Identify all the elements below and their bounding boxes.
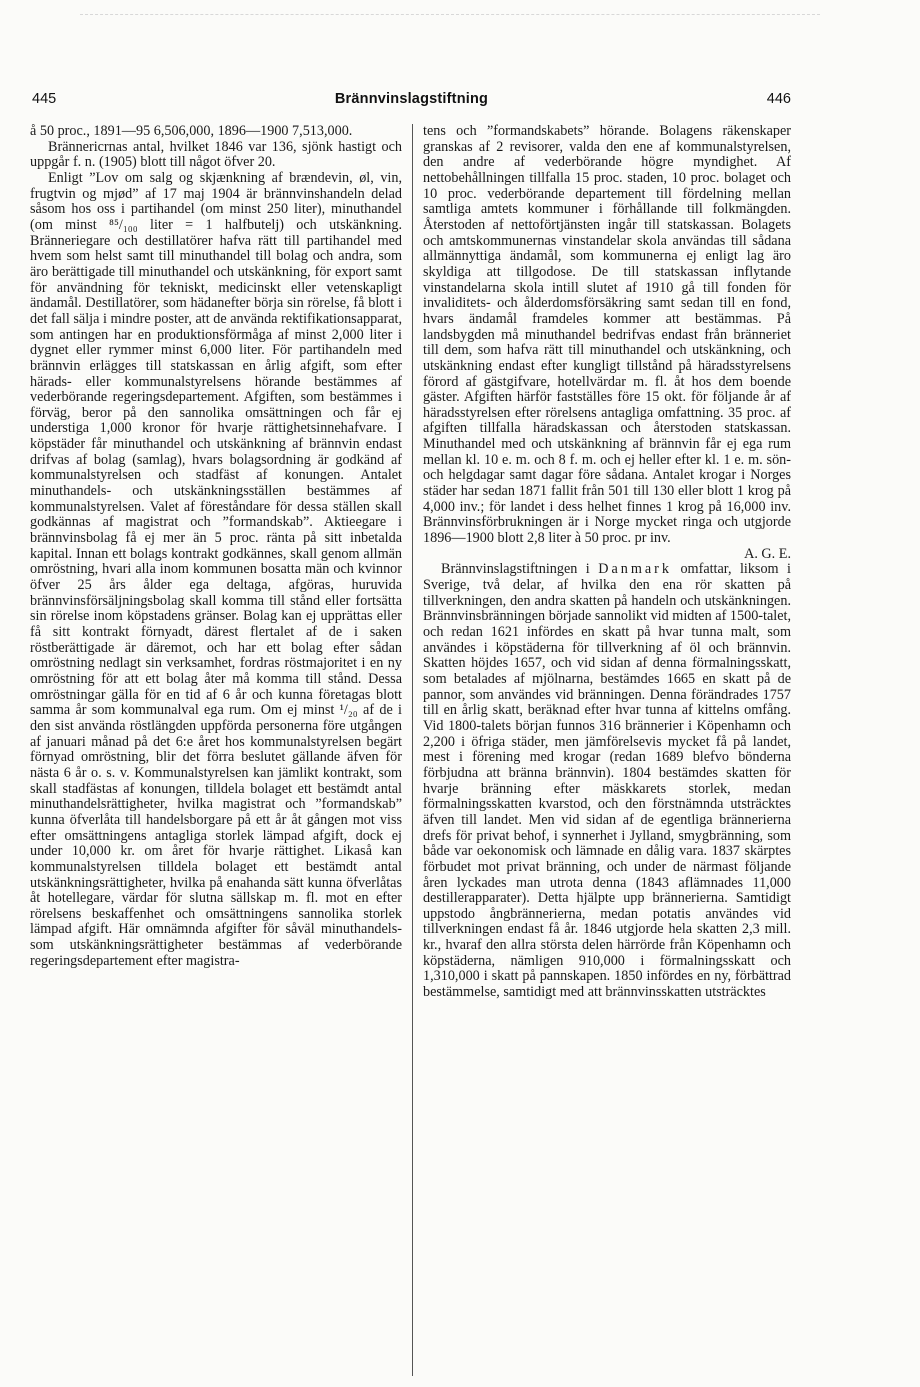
paragraph: å 50 proc., 1891—95 6,506,000, 1896—1900 7,513,000. (30, 124, 353, 139)
paragraph: Enligt ”Lov om salg og skjænkning af brændevin, øl, vin, frugtvin og mjød” af 17 maj 1904 är brännvinshandeln delad såsom hos oss i partihandel (om minst 250 liter), minuthandel (om minst ⁸⁵/₁₀₀ liter = 1 halfbutelj) och utskänkning. Bränneriegare och destillatörer hafva rätt till partihandel med hvem som helst samt till minuthandel till bolag och andra, som äro berättigade till minuthandel och utskänkning, för export samt för användning för tekniskt, medicinskt eller vetenskapligt ändamål. Destillatörer, som hädanefter börja sin rörelse, få blott i det fall sälja i mindre poster, att de använda rektifikationsapparat, som antingen har en produktionsförmåga af minst 2,000 liter i dygnet eller rymmer minst 6,000 liter. För partihandeln med brännvin erlägges till statskassan en årlig afgift, som efter härads- eller kommunalstyrelsens hörande bestämmes af vederbörande regeringsdepartement. Afgiften, som bestämmes i förväg, beror på den sannolika omsättningen och får ej understiga 1,000 kronor för hvarje rättighetsinnehafvare. I köpstäder får minuthandel och utskänkning af brännvin endast drifvas af bolag (samlag), hvars bolagsordning är godkänd af kommunalstyrelsen och stadfäst af konungen. Antalet minuthandels- och utskänkningsställen bestämmes af kommunalstyrelsen. Valet af föreståndare för dessa ställen skall godkännas af magistrat och ”formandskab”. Aktieegare i brännvinsbolag få ej mer än 5 proc. ränta på sitt inbetalda kapital. Innan ett bolags kontrakt godkännes, skall genom allmän omröstning, hvari alla inom kommunen bosatta män och kvinnor öfver 25 års ålder ega deltaga, afgöras, huruvida brännvinsförsäljningsbolag skall komma till stånd eller fortsätta sin rörelse inom köpstadens gränser. Bolag kan ej upprättas eller få sitt kontrakt förnyadt, därest flertalet af de i saken röstberättigade är däremot, och har ett bolag efter sådan omröstning nedlagt sin verksamhet, fordras röstmajoritet i en ny omröstning för att ett bolag åter må komma till stånd. Dessa omröstningar gälla för en tid af 6 år och kunna företagas blott samma år som kommunalval ega rum. Om ej minst ¹/₂₀ af de i den sist använda röstlängden uppförda personerna före utgången af januari månad på det 6:e året hos kommunalstyrelsen begärt förnyad omröstning, blir det förra beslutet gällande äfven för nästa 6 år o. s. v. Kommunalstyrelsen kan jämlikt kontrakt, som skall stadfästas af konungen, tilldela bolaget ett bestämdt antal minuthandelsrättigheter, hvilka magistrat och ”formandskab” kunna öfverlåta till handelsborgare på ett år åt gången mot viss efter omsättningens antagliga storlek lämpad afgift, dock ej under 10,000 kr. om året för hvarje rättighet. Likaså kan kommunalstyrelsen tilldela bolaget ett bestämdt antal utskänkningsrättigheter, hvilka på enahanda sätt kunna öfverlåtas åt hotellegare, värdar för slutna sällskap m. fl. mot en efter rörelsens beskaffenhet och omsättningens sannolika storlek lämpad afgift. Här omnämnda afgifter för såväl minuthandels- som utskänkningsrättigheter bestämmas af vederbörande regeringsdepartement efter magistra- (30, 169, 402, 969)
column-divider (412, 124, 413, 1376)
paragraph (423, 562, 791, 1000)
page-number-left: 445 (32, 91, 57, 107)
paragraph-rest: omfattar, liksom i Sverige, två delar, af hvilka den ena rör skatten på tillverkningen, den andra skatten på handeln och utskänkningen. Brännvinsbränningen började sannolikt vid midten af 1500-talet, och redan 1621 infördes en skatt på hvar tunna malt, som användes i köpstäderna för tillverkning af öl och brännvin. Skatten höjdes 1657, och vid sidan af denna förmalningsskatt, som betalades af mjölnarna, bestämdes 1665 en skatt på de pannor, som användes vid bränningen. Denna förändrades 1757 till en årlig skatt, beräknad efter hvar tunna af kittelns omfång. Vid 1800-talets början funnos 316 brännerier i Köpenhamn och 2,200 i öfriga städer, men jämförelsevis mycket få på landet, mest i förening med krogar (redan 1689 blefvo bönderna förbjudna att bränna brännvin). 1804 bestämdes skatten för hvarje bränning efter mäskkarets storlek, medan förmalningsskatten kvarstod, och den förstnämnda utsträcktes äfven till landet. Men vid sidan af de egentliga brännerierna drefs för privat behof, i synnerhet i Jylland, smygbränning, som både var oekonomisk och lämnade en dålig vara. 1837 skärptes förbudet mot privat bränning, och under de närmast följande åren lyckades man utrota denna (1843 aflämnades 11,000 destillerapparater). Detta hjälpte upp brännerierna. Samtidigt uppstodo ångbrännerierna, medan potatis användes vid tillverkningen endast få år. 1846 utgjorde hela skatten 2,3 mill. kr., hvaraf den allra största delen härrörde från Köpenhamn och köpstäderna, nämligen 910,000 i förmalningsskatt och 1,310,000 i skatt på pannskapen. 1850 infördes en ny, förbättrad bestämmelse, samtidigt med att brännvinsskatten utsträcktes (423, 561, 791, 1001)
paragraph: Brännericrnas antal, hvilket 1846 var 136, sjönk hastigt och uppgår f. n. (1905) blott till något öfver 20. (30, 138, 402, 171)
country-name: Danmark (598, 561, 672, 578)
paragraph: tens och ”formandskabets” hörande. Bolagens räkenskaper granskas af 2 revisorer, valda den ene af kommunalstyrelsen, den andre af vederbörande högre myndighet. Af nettobehållningen tillfalla 15 proc. staden, 10 proc. bolaget och 10 proc. vederbörande departement till fördelning mellan samtliga amtets kommuner i förhållande till folkmängden. Återstoden af nettoförtjänsten ingår till statskassan. Bolagets och amtskommunernas vinstandelar skola användas till sådana allmännyttiga ändamål, som kommunerna ej enligt lag äro skyldiga att tillgodose. De till statskassan inflytande vinstandelarna skola intill slutet af 1910 gå till fonden för invaliditets- och ålderdomsförsäkring samt sedan till en fond, hvars ändamål framdeles kommer att bestämmas. På landsbygden må minuthandel bedrifvas endast från bränneriet till dem, som hafva rätt till minuthandel och utskänkning, och utskänkning endast efter kungligt tillstånd på häradsstyrelsens förord af gästgifvare, hotellvärdar m. fl. åt hos dem boende gäster. Afgiften härför fastställes före 15 okt. för följande år af häradsstyrelsen efter rörelsens antagliga omfattning. 35 proc. af afgiften tillfalla häradskassan och återstoden statskassan. Minuthandel med och utskänkning af brännvin får ej ega rum mellan kl. 10 e. m. och 8 f. m. och ej heller efter kl. 1 e. m. sön- och helgdagar samt dagar före sådana. Antalet krogar i Norges städer har sedan 1871 fallit från 501 till 130 eller blott 1 krog på 4,000 inv.; för landet i dess helhet finnes 1 krog på 16,000 inv. Brännvinsförbrukningen är i Norge mycket ringa och utgjorde 1896—1900 blott 2,8 liter à 50 proc. pr inv. (423, 124, 791, 547)
scan-artifact-line (80, 14, 820, 16)
left-column (30, 124, 402, 1379)
right-column (423, 124, 791, 1379)
author-signature: A. G. E. (744, 545, 791, 562)
running-title: Brännvinslagstiftning (334, 91, 489, 107)
page-header (32, 91, 791, 111)
page-number-right: 446 (766, 91, 791, 107)
paragraph-lead: Brännvinslagstiftningen i (441, 561, 599, 578)
